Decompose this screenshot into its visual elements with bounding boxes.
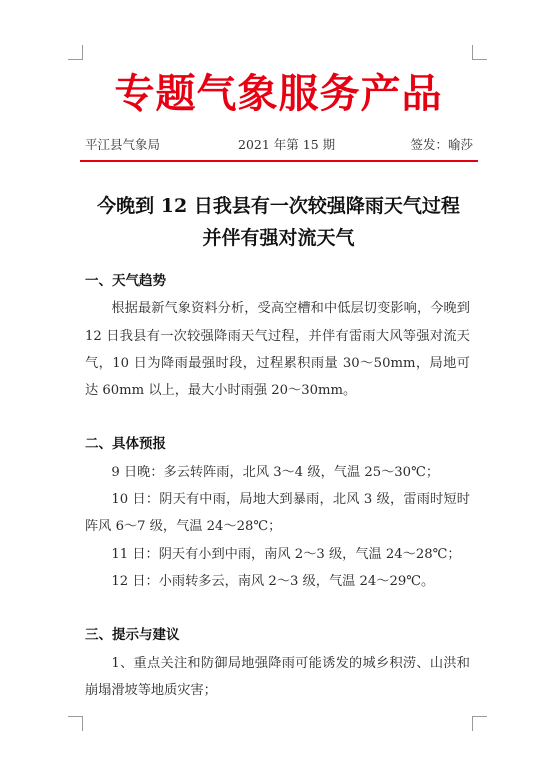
paragraph: 12 日：小雨转多云，南风 2～3 级，气温 24～29℃。 xyxy=(111,573,435,589)
crop-mark-bottom-right xyxy=(472,716,487,731)
crop-mark-top-right xyxy=(472,45,487,60)
crop-mark-top-left xyxy=(68,45,83,60)
paragraph: 根据最新气象资料分析，受高空槽和中低层切变影响，今晚到 12 日我县有一次较强降雨天气过程，并伴有雷雨大风等强对流天气，10 日为降雨最强时段，过程累积雨量 30～50mm，局地可达 60mm 以上，最大小时雨强 20～30mm。 xyxy=(85,301,470,399)
issue-number: 2021 年第 15 期 xyxy=(238,137,336,152)
spacer xyxy=(85,595,470,622)
masthead-title: 专题气象服务产品 xyxy=(114,71,443,117)
paragraph: 11 日：阴天有小到中雨，南风 2～3 级，气温 24～28℃； xyxy=(111,546,461,562)
crop-mark-bottom-left xyxy=(68,716,83,731)
title-line-2: 并伴有强对流天气 xyxy=(202,227,355,249)
document-title xyxy=(60,190,497,254)
paragraph: 1、重点关注和防御局地强降雨可能诱发的城乡积涝、山洪和崩塌滑坡等地质灾害； xyxy=(85,655,470,698)
section-heading: 一、天气趋势 xyxy=(85,273,166,289)
document-body xyxy=(85,268,470,704)
paragraph: 9 日晚：多云转阵雨，北风 3～4 级，气温 25～30℃； xyxy=(111,464,440,480)
signer: 签发：喻莎 xyxy=(410,137,473,152)
title-line-1: 今晚到 12 日我县有一次较强降雨天气过程 xyxy=(97,195,460,217)
spacer xyxy=(85,404,470,431)
agency-name: 平江县气象局 xyxy=(85,137,161,152)
red-divider-line xyxy=(80,160,478,162)
issue-meta-row xyxy=(85,135,473,155)
section-heading: 三、提示与建议 xyxy=(85,627,180,644)
section-heading: 二、具体预报 xyxy=(85,436,166,453)
paragraph: 10 日：阴天有中雨，局地大到暴雨，北风 3 级，雷雨时短时阵风 6～7 级，气温 24～28℃； xyxy=(85,492,470,535)
